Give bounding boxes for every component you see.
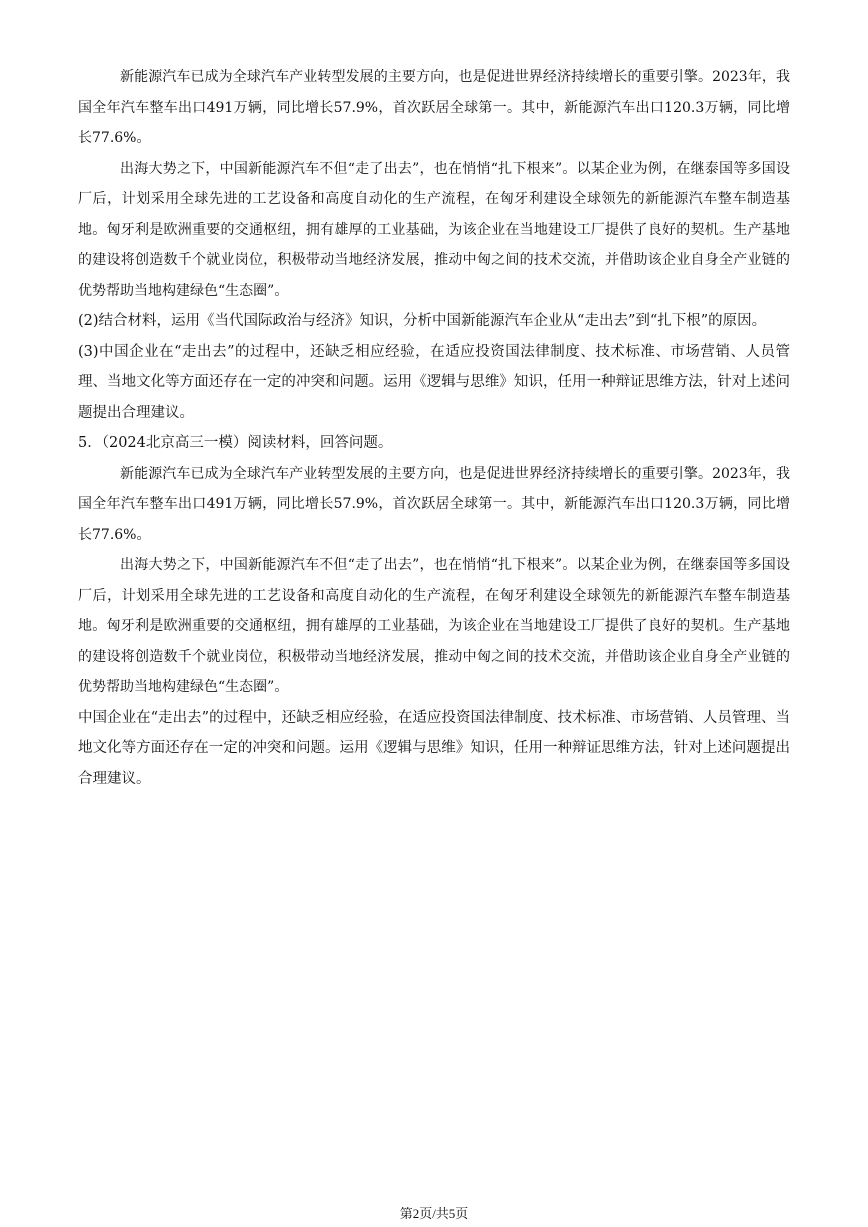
question-2: (2)结合材料，运用《当代国际政治与经济》知识，分析中国新能源汽车企业从“走出去”到“扎下根”的原因。: [78, 313, 767, 329]
document-body: [78, 62, 790, 794]
material-paragraph: 新能源汽车已成为全球汽车产业转型发展的主要方向，也是促进世界经济持续增长的重要引擎。2023年，我国全年汽车整车出口491万辆，同比增长57.9%，首次跃居全球第一。其中，新能源汽车出口120.3万辆，同比增长77.6%。: [78, 69, 790, 146]
material-paragraph: 新能源汽车已成为全球汽车产业转型发展的主要方向，也是促进世界经济持续增长的重要引擎。2023年，我国全年汽车整车出口491万辆，同比增长57.9%，首次跃居全球第一。其中，新能源汽车出口120.3万辆，同比增长77.6%。: [78, 465, 790, 543]
question-5-prompt: 中国企业在“走出去”的过程中，还缺乏相应经验，在适应投资国法律制度、技术标准、市场营销、人员管理、当地文化等方面还存在一定的冲突和问题。运用《逻辑与思维》知识，任用一种辩证思维方法，针对上述问题提出合理建议。: [78, 709, 790, 787]
material-paragraph: 出海大势之下，中国新能源汽车不但“走了出去”，也在悄悄“扎下根来”。以某企业为例，在继泰国等多国设厂后，计划采用全球先进的工艺设备和高度自动化的生产流程，在匈牙利建设全球领先的新能源汽车整车制造基地。匈牙利是欧洲重要的交通枢纽，拥有雄厚的工业基础，为该企业在当地建设工厂提供了良好的契机。生产基地的建设将创造数千个就业岗位，积极带动当地经济发展，推动中匈之间的技术交流，并借助该企业自身全产业链的优势帮助当地构建绿色“生态圈”。: [78, 160, 790, 299]
page-number: 第2页/共5页: [399, 1206, 469, 1221]
material-paragraph: 出海大势之下，中国新能源汽车不但“走了出去”，也在悄悄“扎下根来”。以某企业为例，在继泰国等多国设厂后，计划采用全球先进的工艺设备和高度自动化的生产流程，在匈牙利建设全球领先的新能源汽车整车制造基地。匈牙利是欧洲重要的交通枢纽，拥有雄厚的工业基础，为该企业在当地建设工厂提供了良好的契机。生产基地的建设将创造数千个就业岗位，积极带动当地经济发展，推动中匈之间的技术交流，并借助该企业自身全产业链的优势帮助当地构建绿色“生态圈”。: [78, 557, 790, 695]
question-3: (3)中国企业在“走出去”的过程中，还缺乏相应经验，在适应投资国法律制度、技术标准、市场营销、人员管理、当地文化等方面还存在一定的冲突和问题。运用《逻辑与思维》知识，任用一种辩证思维方法，针对上述问题提出合理建议。: [78, 343, 790, 421]
question-5-heading: 5．（2024北京高三一模）阅读材料，回答问题。: [78, 435, 393, 451]
